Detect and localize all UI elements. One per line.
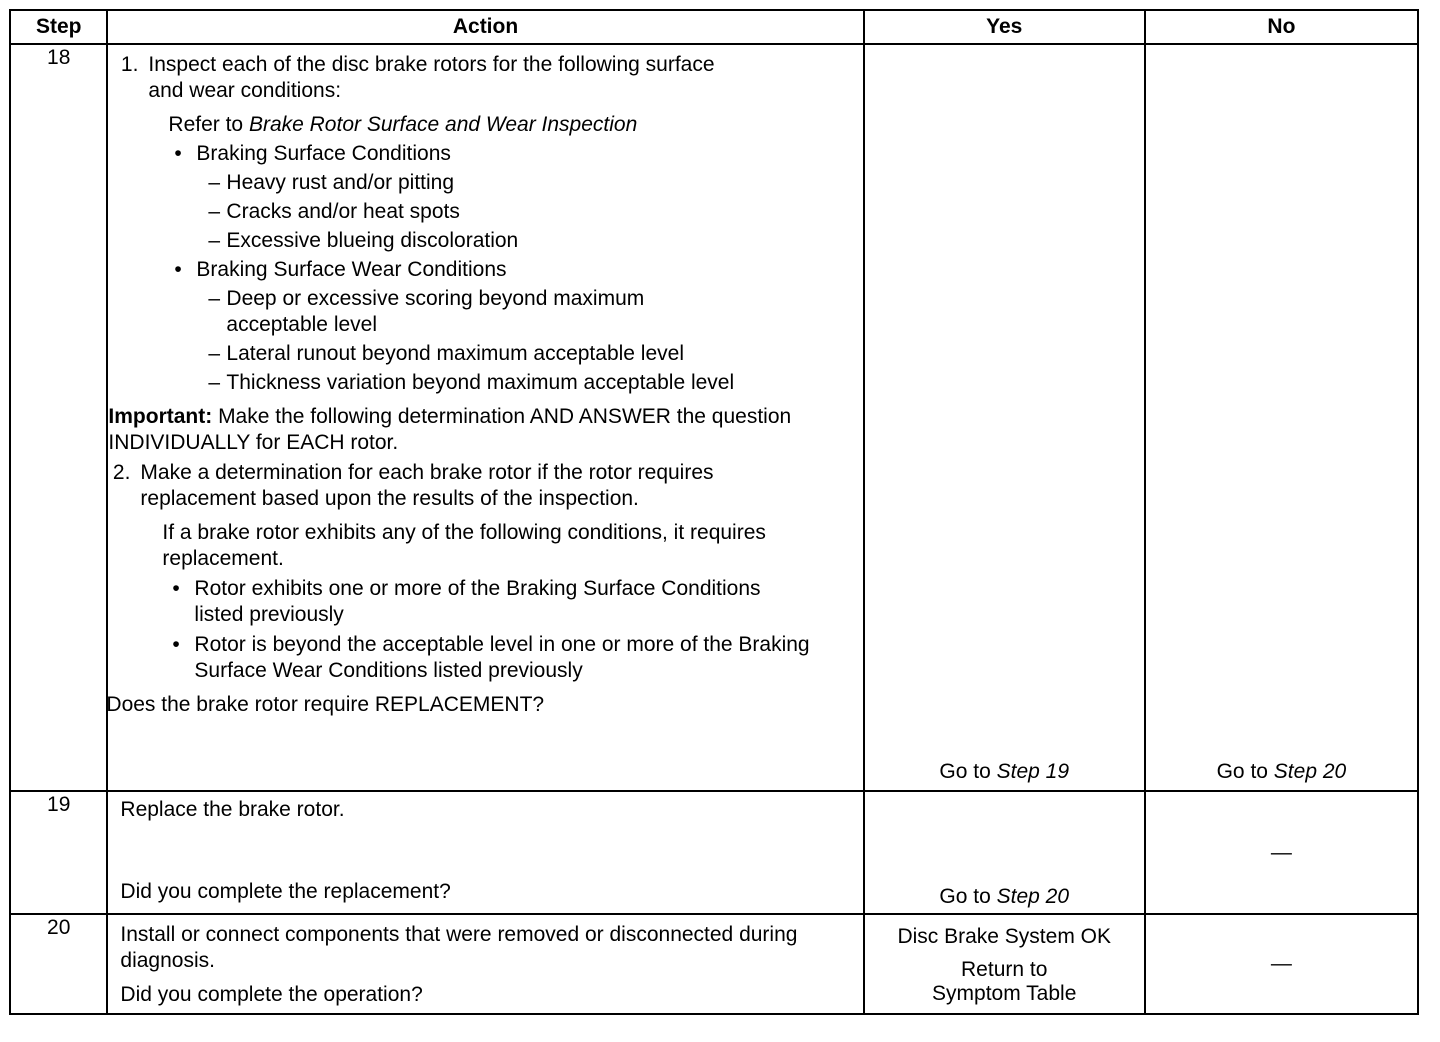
dash-icon: – xyxy=(208,287,221,310)
item-1 xyxy=(108,52,862,104)
yes-result-20: Disc Brake System OK xyxy=(897,925,1111,948)
wear-item-text: Thickness variation beyond maximum acceptable level xyxy=(226,371,735,394)
action-cell-19 xyxy=(107,791,863,914)
no-prefix: Go to xyxy=(1216,760,1274,783)
wear-list xyxy=(208,286,862,396)
step-number-20: 20 xyxy=(10,914,107,1014)
refer-prefix: Refer to xyxy=(168,113,249,136)
yes-cell-19 xyxy=(864,791,1145,914)
surface-item-text: Heavy rust and/or pitting xyxy=(226,171,455,194)
action-stack-19 xyxy=(120,797,850,905)
yes-step-link[interactable]: Step 20 xyxy=(996,885,1070,908)
condition-item-text: Rotor exhibits one or more of the Braking Surface Conditions listed previously xyxy=(194,577,761,626)
wear-item-text: Deep or excessive scoring beyond maximum acceptable level xyxy=(226,287,645,336)
row-step-19 xyxy=(10,791,1418,914)
dash-icon: – xyxy=(208,200,221,223)
item-2-text: Make a determination for each brake rotor if the rotor requires replacement based upon the results of the inspection. xyxy=(140,461,714,510)
header-yes: Yes xyxy=(864,10,1145,44)
wear-item xyxy=(208,370,862,396)
item-1-number: 1. xyxy=(120,53,139,76)
question-19: Did you complete the replacement? xyxy=(120,880,451,903)
row-step-18 xyxy=(10,44,1418,791)
item-2-number: 2. xyxy=(112,461,131,484)
surface-item xyxy=(208,228,862,254)
condition-item xyxy=(172,632,862,684)
dash-icon: – xyxy=(208,229,221,252)
wear-item-text: Lateral runout beyond maximum acceptable level xyxy=(226,342,684,365)
surface-heading-text: Braking Surface Conditions xyxy=(196,142,451,165)
action-cell-20 xyxy=(107,914,863,1014)
no-cell-20: — xyxy=(1145,914,1418,1014)
bullet-icon: • xyxy=(174,258,182,281)
surface-heading xyxy=(174,141,862,167)
surface-item xyxy=(208,170,862,196)
dash-icon: – xyxy=(208,342,221,365)
yes-prefix: Go to xyxy=(939,760,997,783)
surface-list xyxy=(208,170,862,254)
refer-line xyxy=(168,112,862,138)
condition-intro: If a brake rotor exhibits any of the following conditions, it requires replacement. xyxy=(162,521,766,570)
yes-return-20[interactable]: Return to Symptom Table xyxy=(932,958,1077,1005)
no-cell-18 xyxy=(1145,44,1418,791)
yes-prefix: Go to xyxy=(939,885,997,908)
no-goto-18[interactable] xyxy=(1146,759,1417,790)
wear-item xyxy=(208,341,862,367)
bullet-icon: • xyxy=(172,633,180,656)
important-text: Make the following determination AND ANSWER the question INDIVIDUALLY for EACH rotor. xyxy=(108,405,792,454)
wear-heading-text: Braking Surface Wear Conditions xyxy=(196,258,507,281)
important-label: Important: xyxy=(108,405,213,428)
header-action: Action xyxy=(107,10,863,44)
yes-goto-18[interactable] xyxy=(865,759,1144,790)
wear-heading xyxy=(174,257,862,283)
surface-item-text: Cracks and/or heat spots xyxy=(226,200,460,223)
item-1-text: Inspect each of the disc brake rotors for the following surface and wear conditions: xyxy=(148,53,715,102)
refer-link[interactable]: Brake Rotor Surface and Wear Inspection xyxy=(248,113,638,136)
dash-icon: – xyxy=(208,371,221,394)
yes-goto-19[interactable] xyxy=(865,884,1144,913)
no-step-link[interactable]: Step 20 xyxy=(1273,760,1347,783)
action-text-19: Replace the brake rotor. xyxy=(120,798,345,821)
condition-item xyxy=(172,576,862,628)
row-step-20 xyxy=(10,914,1418,1014)
yes-cell-18 xyxy=(864,44,1145,791)
wear-item xyxy=(208,286,862,338)
item-2 xyxy=(100,460,862,512)
bullet-icon: • xyxy=(174,142,182,165)
header-row xyxy=(10,10,1418,44)
yes-cell-20 xyxy=(864,914,1145,1014)
condition-list xyxy=(172,576,862,684)
diagnostic-table xyxy=(9,9,1419,1015)
header-step: Step xyxy=(10,10,107,44)
question-18: Does the brake rotor require REPLACEMENT? xyxy=(106,693,545,716)
header-no: No xyxy=(1145,10,1418,44)
bullet-icon: • xyxy=(172,577,180,600)
step-number-18: 18 xyxy=(10,44,107,791)
dash-icon: – xyxy=(208,171,221,194)
surface-item-text: Excessive blueing discoloration xyxy=(226,229,519,252)
question-20: Did you complete the operation? xyxy=(120,983,423,1006)
important-note xyxy=(108,404,828,456)
step-number-19: 19 xyxy=(10,791,107,914)
yes-step-link[interactable]: Step 19 xyxy=(996,760,1070,783)
surface-item xyxy=(208,199,862,225)
action-text-20: Install or connect components that were removed or disconnected during diagnosis. xyxy=(120,923,798,972)
action-cell-18 xyxy=(107,44,863,791)
condition-item-text: Rotor is beyond the acceptable level in one or more of the Braking Surface Wear Conditions listed previously xyxy=(194,633,810,682)
no-cell-19: — xyxy=(1145,791,1418,914)
